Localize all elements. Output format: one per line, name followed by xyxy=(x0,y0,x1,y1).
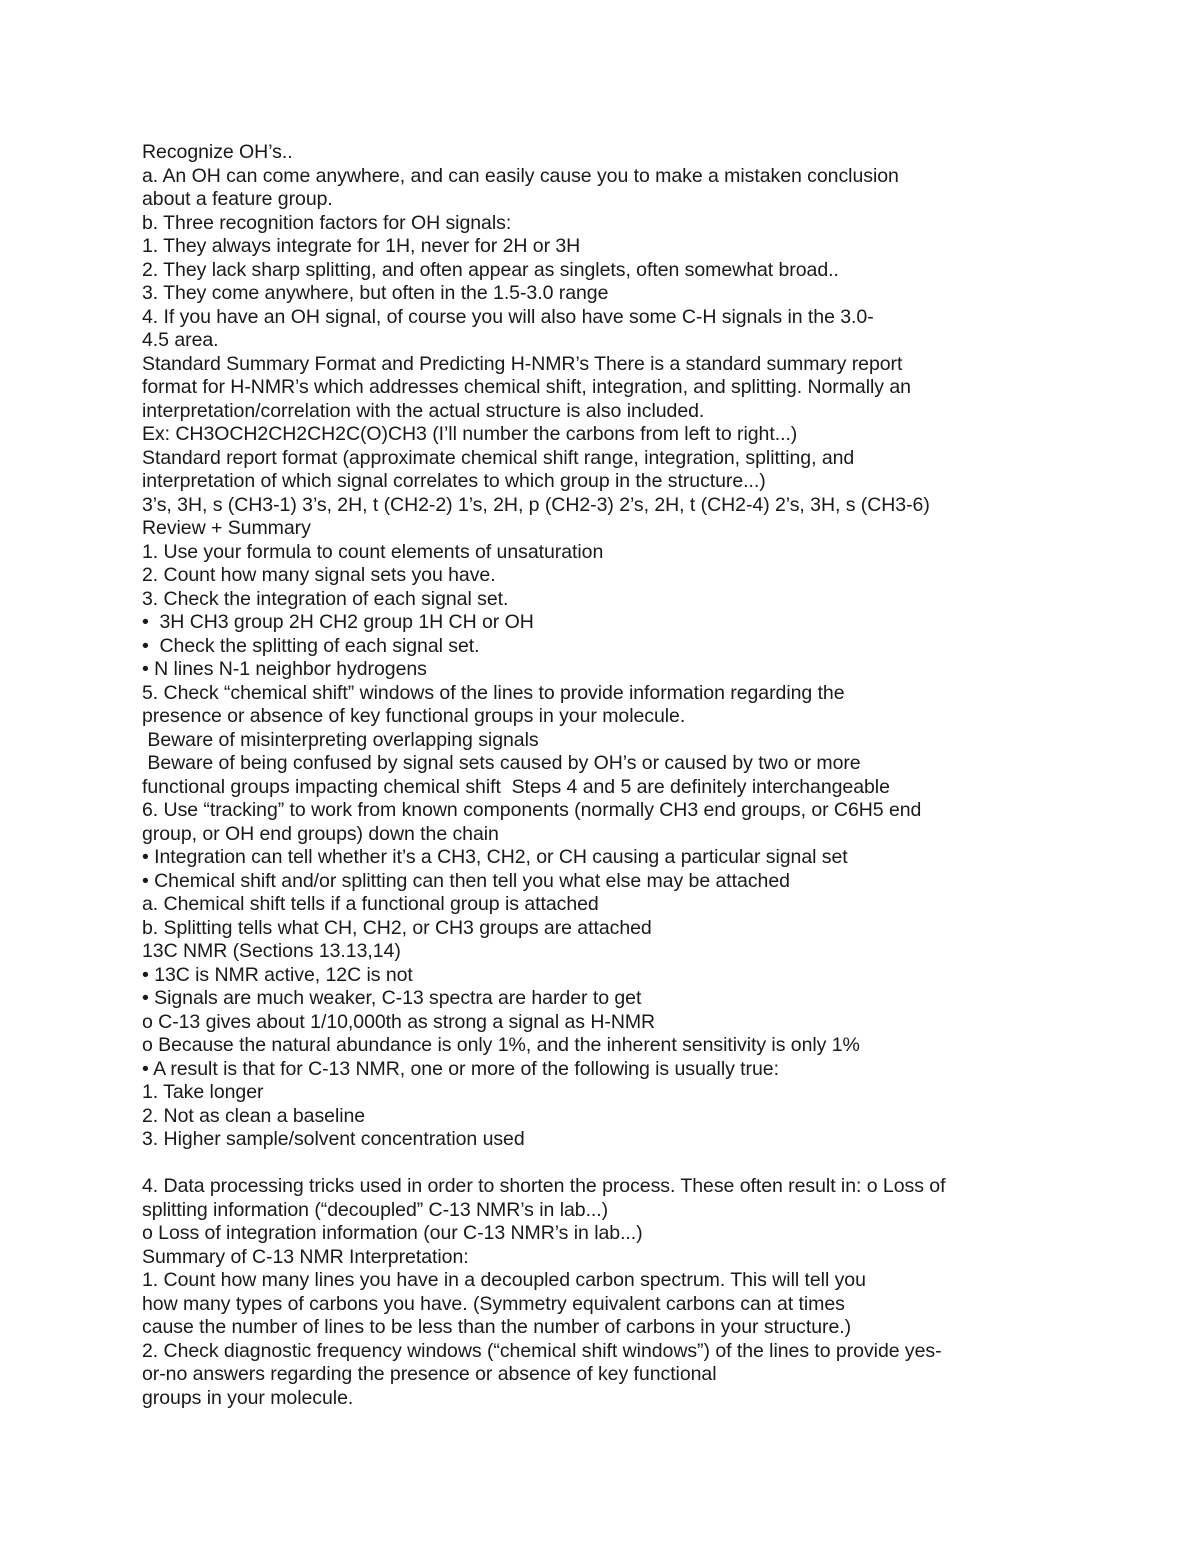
text-line: • Chemical shift and/or splitting can then tell you what else may be attached xyxy=(142,869,790,892)
text-line: • 13C is NMR active, 12C is not xyxy=(142,963,413,986)
text-line: Recognize OH’s.. xyxy=(142,141,293,163)
text-line: Standard report format (approximate chemical shift range, integration, splitting, and xyxy=(142,446,855,469)
text-line: • A result is that for C-13 NMR, one or more of the following is usually true: xyxy=(142,1057,779,1080)
text-line: b. Splitting tells what CH, CH2, or CH3 groups are attached xyxy=(142,916,652,939)
text-line: 3. Check the integration of each signal set. xyxy=(142,587,509,610)
text-line: a. An OH can come anywhere, and can easily cause you to make a mistaken conclusion xyxy=(142,164,899,187)
text-line: • Check the splitting of each signal set. xyxy=(142,634,480,657)
text-line: 1. Count how many lines you have in a decoupled carbon spectrum. This will tell you xyxy=(142,1269,866,1291)
blank-line xyxy=(142,1152,1142,1176)
text-line: functional groups impacting chemical shift Steps 4 and 5 are definitely interchangeable xyxy=(142,775,890,798)
text-line: Beware of misinterpreting overlapping signals xyxy=(142,728,539,751)
text-line: 3. They come anywhere, but often in the 1.5-3.0 range xyxy=(142,282,609,304)
text-line: 3’s, 3H, s (CH3-1) 3’s, 2H, t (CH2-2) 1’s, 2H, p (CH2-3) 2’s, 2H, t (CH2-4) 2’s, 3H, s (CH3-6) xyxy=(142,493,930,516)
text-line: 2. They lack sharp splitting, and often appear as singlets, often somewhat broad.. xyxy=(142,258,839,281)
text-line: 5. Check “chemical shift” windows of the lines to provide information regarding the xyxy=(142,681,845,704)
text-line: 4.5 area. xyxy=(142,329,219,351)
text-line: • N lines N-1 neighbor hydrogens xyxy=(142,658,427,680)
text-line: • Integration can tell whether it’s a CH3, CH2, or CH causing a particular signal set xyxy=(142,846,848,868)
text-line: format for H-NMR’s which addresses chemical shift, integration, and splitting. Normally an xyxy=(142,376,911,398)
text-line: presence or absence of key functional groups in your molecule. xyxy=(142,705,686,727)
text-line: 2. Check diagnostic frequency windows (“chemical shift windows”) of the lines to provide yes- xyxy=(142,1339,942,1362)
text-line: or-no answers regarding the presence or absence of key functional xyxy=(142,1363,717,1385)
text-line: 4. Data processing tricks used in order to shorten the process. These often result in: o Loss of xyxy=(142,1175,946,1197)
text-line: 2. Count how many signal sets you have. xyxy=(142,564,496,586)
text-line: group, or OH end groups) down the chain xyxy=(142,822,499,845)
text-line: 2. Not as clean a baseline xyxy=(142,1104,366,1127)
text-line: groups in your molecule. xyxy=(142,1386,354,1409)
text-line: 6. Use “tracking” to work from known components (normally CH3 end groups, or C6H5 end xyxy=(142,799,922,821)
text-line: cause the number of lines to be less than the number of carbons in your structure.) xyxy=(142,1316,852,1338)
text-line: 1. Take longer xyxy=(142,1081,264,1103)
text-line: about a feature group. xyxy=(142,188,333,210)
text-line: Summary of C-13 NMR Interpretation: xyxy=(142,1245,469,1268)
text-line: Ex: CH3OCH2CH2CH2C(O)CH3 (I’ll number the carbons from left to right...) xyxy=(142,423,798,445)
text-line: • 3H CH3 group 2H CH2 group 1H CH or OH xyxy=(142,611,534,633)
document-body xyxy=(142,141,1142,1410)
text-line: 13C NMR (Sections 13.13,14) xyxy=(142,940,401,962)
text-line: o Because the natural abundance is only 1%, and the inherent sensitivity is only 1% xyxy=(142,1034,860,1056)
text-line: a. Chemical shift tells if a functional group is attached xyxy=(142,893,599,915)
text-line: Review + Summary xyxy=(142,517,311,539)
text-line: how many types of carbons you have. (Symmetry equivalent carbons can at times xyxy=(142,1292,845,1315)
text-line: 1. They always integrate for 1H, never for 2H or 3H xyxy=(142,235,581,257)
text-line: 3. Higher sample/solvent concentration used xyxy=(142,1128,525,1150)
text-line: o C-13 gives about 1/10,000th as strong a signal as H-NMR xyxy=(142,1010,656,1033)
text-line: • Signals are much weaker, C-13 spectra are harder to get xyxy=(142,987,642,1009)
text-line: Standard Summary Format and Predicting H-NMR’s There is a standard summary report xyxy=(142,352,903,375)
text-line: Beware of being confused by signal sets caused by OH’s or caused by two or more xyxy=(142,752,861,774)
text-line: 4. If you have an OH signal, of course you will also have some C-H signals in the 3.0- xyxy=(142,305,874,328)
text-line: interpretation/correlation with the actual structure is also included. xyxy=(142,399,705,422)
text-line: b. Three recognition factors for OH signals: xyxy=(142,211,512,234)
text-line: interpretation of which signal correlates to which group in the structure...) xyxy=(142,470,766,492)
text-line: 1. Use your formula to count elements of unsaturation xyxy=(142,540,604,563)
text-line: splitting information (“decoupled” C-13 NMR’s in lab...) xyxy=(142,1198,609,1221)
text-line: o Loss of integration information (our C-13 NMR’s in lab...) xyxy=(142,1222,643,1244)
